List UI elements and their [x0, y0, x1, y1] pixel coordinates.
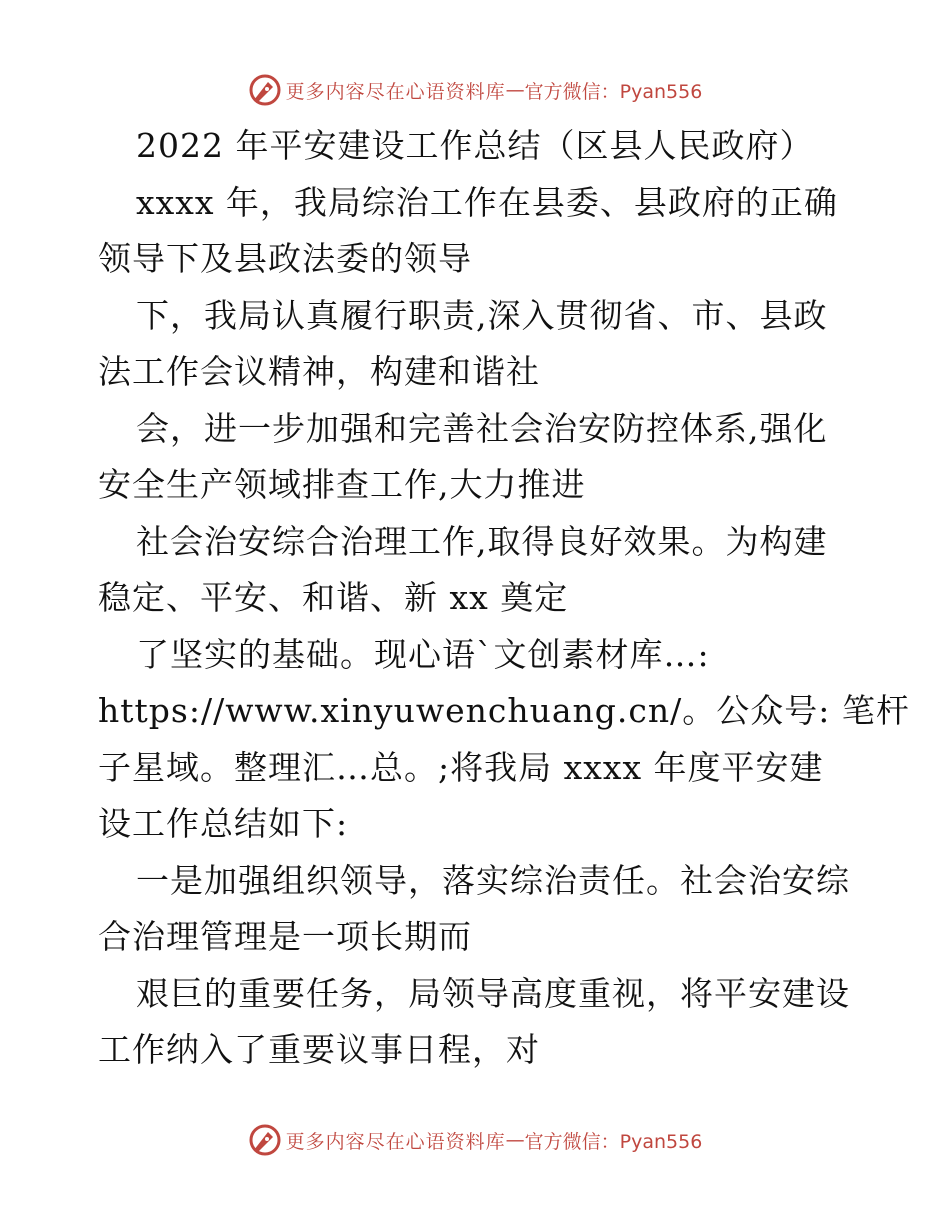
doc-line: https://www.xinyuwenchuang.cn/。公众号: 笔杆: [98, 691, 910, 730]
pen-nib-logo-icon: [248, 73, 282, 107]
doc-line: xxxx 年，我局综治工作在县委、县政府的正确: [136, 182, 838, 222]
banner-separator: —: [505, 79, 525, 101]
doc-line: 领导下及县政法委的领导: [98, 239, 472, 278]
footer-banner: [0, 1120, 950, 1160]
header-banner: [0, 70, 950, 110]
banner-site-text: 更多内容尽在心语资料库: [285, 80, 506, 103]
doc-line: 艰巨的重要任务，局领导高度重视，将平安建设: [136, 973, 850, 1013]
doc-line: 设工作总结如下:: [98, 804, 349, 843]
document-body: [98, 118, 910, 1079]
doc-line: 法工作会议精神，构建和谐社: [98, 352, 540, 391]
doc-line: 社会治安综合治理工作,取得良好效果。为构建: [136, 521, 828, 561]
doc-line: 工作纳入了重要议事日程，对: [98, 1030, 540, 1069]
banner-wechat-text: 官方微信：Pyan556: [524, 1130, 703, 1153]
banner-site-text: 更多内容尽在心语资料库: [285, 1130, 506, 1153]
doc-line: 下，我局认真履行职责,深入贯彻省、市、县政: [136, 295, 828, 335]
banner-wechat-text: 官方微信：Pyan556: [524, 80, 703, 103]
doc-line: 合治理管理是一项长期而: [98, 917, 472, 956]
doc-line: 安全生产领域排查工作,大力推进: [98, 465, 586, 504]
doc-line: 一是加强组织领导，落实综治责任。社会治安综: [136, 860, 850, 900]
doc-line: 会，进一步加强和完善社会治安防控体系,强化: [136, 408, 828, 448]
banner-separator: —: [505, 1129, 525, 1151]
doc-title: 2022 年平安建设工作总结（区县人民政府）: [136, 126, 814, 165]
doc-line: 了坚实的基础。现心语`文创素材库…:: [136, 634, 710, 674]
doc-line: 子星域。整理汇…总。;将我局 xxxx 年度平安建: [98, 747, 824, 787]
pen-nib-logo-icon: [248, 1123, 282, 1157]
doc-line: 稳定、平安、和谐、新 xx 奠定: [98, 578, 569, 617]
